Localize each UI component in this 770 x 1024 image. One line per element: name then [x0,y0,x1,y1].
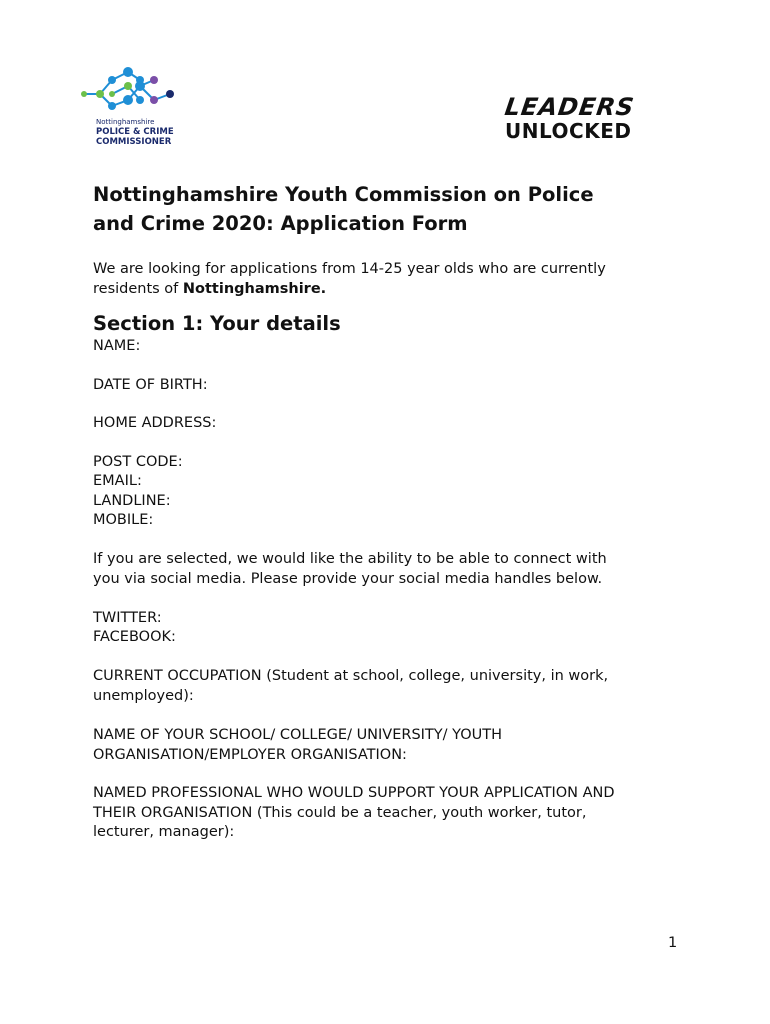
social-media-paragraph [93,550,693,589]
professional-line2: THEIR ORGANISATION (This could be a teacher, youth worker, tutor, [93,804,587,821]
professional-line1: NAMED PROFESSIONAL WHO WOULD SUPPORT YOUR APPLICATION AND [93,785,615,801]
field-school-label [93,726,693,765]
field-mobile-label: MOBILE: [93,512,154,528]
intro-paragraph [93,259,693,299]
field-twitter-label: TWITTER: [93,610,162,626]
pcc-logo [78,66,190,156]
field-professional-label [93,784,693,843]
intro-county-bold: Nottinghamshire. [182,281,327,297]
leaders-unlocked-logo [505,94,665,142]
field-post-code-label: POST CODE: [93,454,183,470]
social-line2: you via social media. Please provide your social media handles below. [93,570,603,587]
leaders-unlocked-line2: UNLOCKED [505,119,632,143]
school-line2: ORGANISATION/EMPLOYER ORGANISATION: [93,746,407,763]
field-facebook-label: FACEBOOK: [93,629,176,645]
professional-line3: lecturer, manager): [93,824,235,840]
school-line1: NAME OF YOUR SCHOOL/ COLLEGE/ UNIVERSITY/ YOUTH [93,727,502,743]
leaders-unlocked-line1: LEADERS [503,93,637,121]
social-line1: If you are selected, we would like the ability to be able to connect with [93,551,607,567]
document-title [93,180,693,238]
field-email-label: EMAIL: [93,473,142,489]
title-line2: and Crime 2020: Application Form [93,212,468,235]
field-home-address-label: HOME ADDRESS: [93,415,217,431]
title-line1: Nottinghamshire Youth Commission on Police [93,183,594,206]
field-dob-label: DATE OF BIRTH: [93,377,208,393]
intro-line1: We are looking for applications from 14-25 year olds who are currently [93,261,606,277]
pcc-logo-line2: COMMISSIONER [96,137,172,147]
field-name-label: NAME: [93,338,141,354]
section-heading: Section 1: Your details [93,312,341,335]
page-number: 1 [668,935,678,951]
intro-line2-prefix: residents of [93,281,183,297]
occupation-line2: unemployed): [93,687,194,704]
occupation-line1: CURRENT OCCUPATION (Student at school, college, university, in work, [93,668,609,684]
pcc-logo-small-text: Nottinghamshire [96,118,155,126]
field-landline-label: LANDLINE: [93,493,171,509]
pcc-logo-line1: POLICE & CRIME [96,127,174,137]
field-occupation-label [93,667,693,706]
pcc-logo-big-text [96,127,174,147]
network-nodes-icon [78,66,188,116]
